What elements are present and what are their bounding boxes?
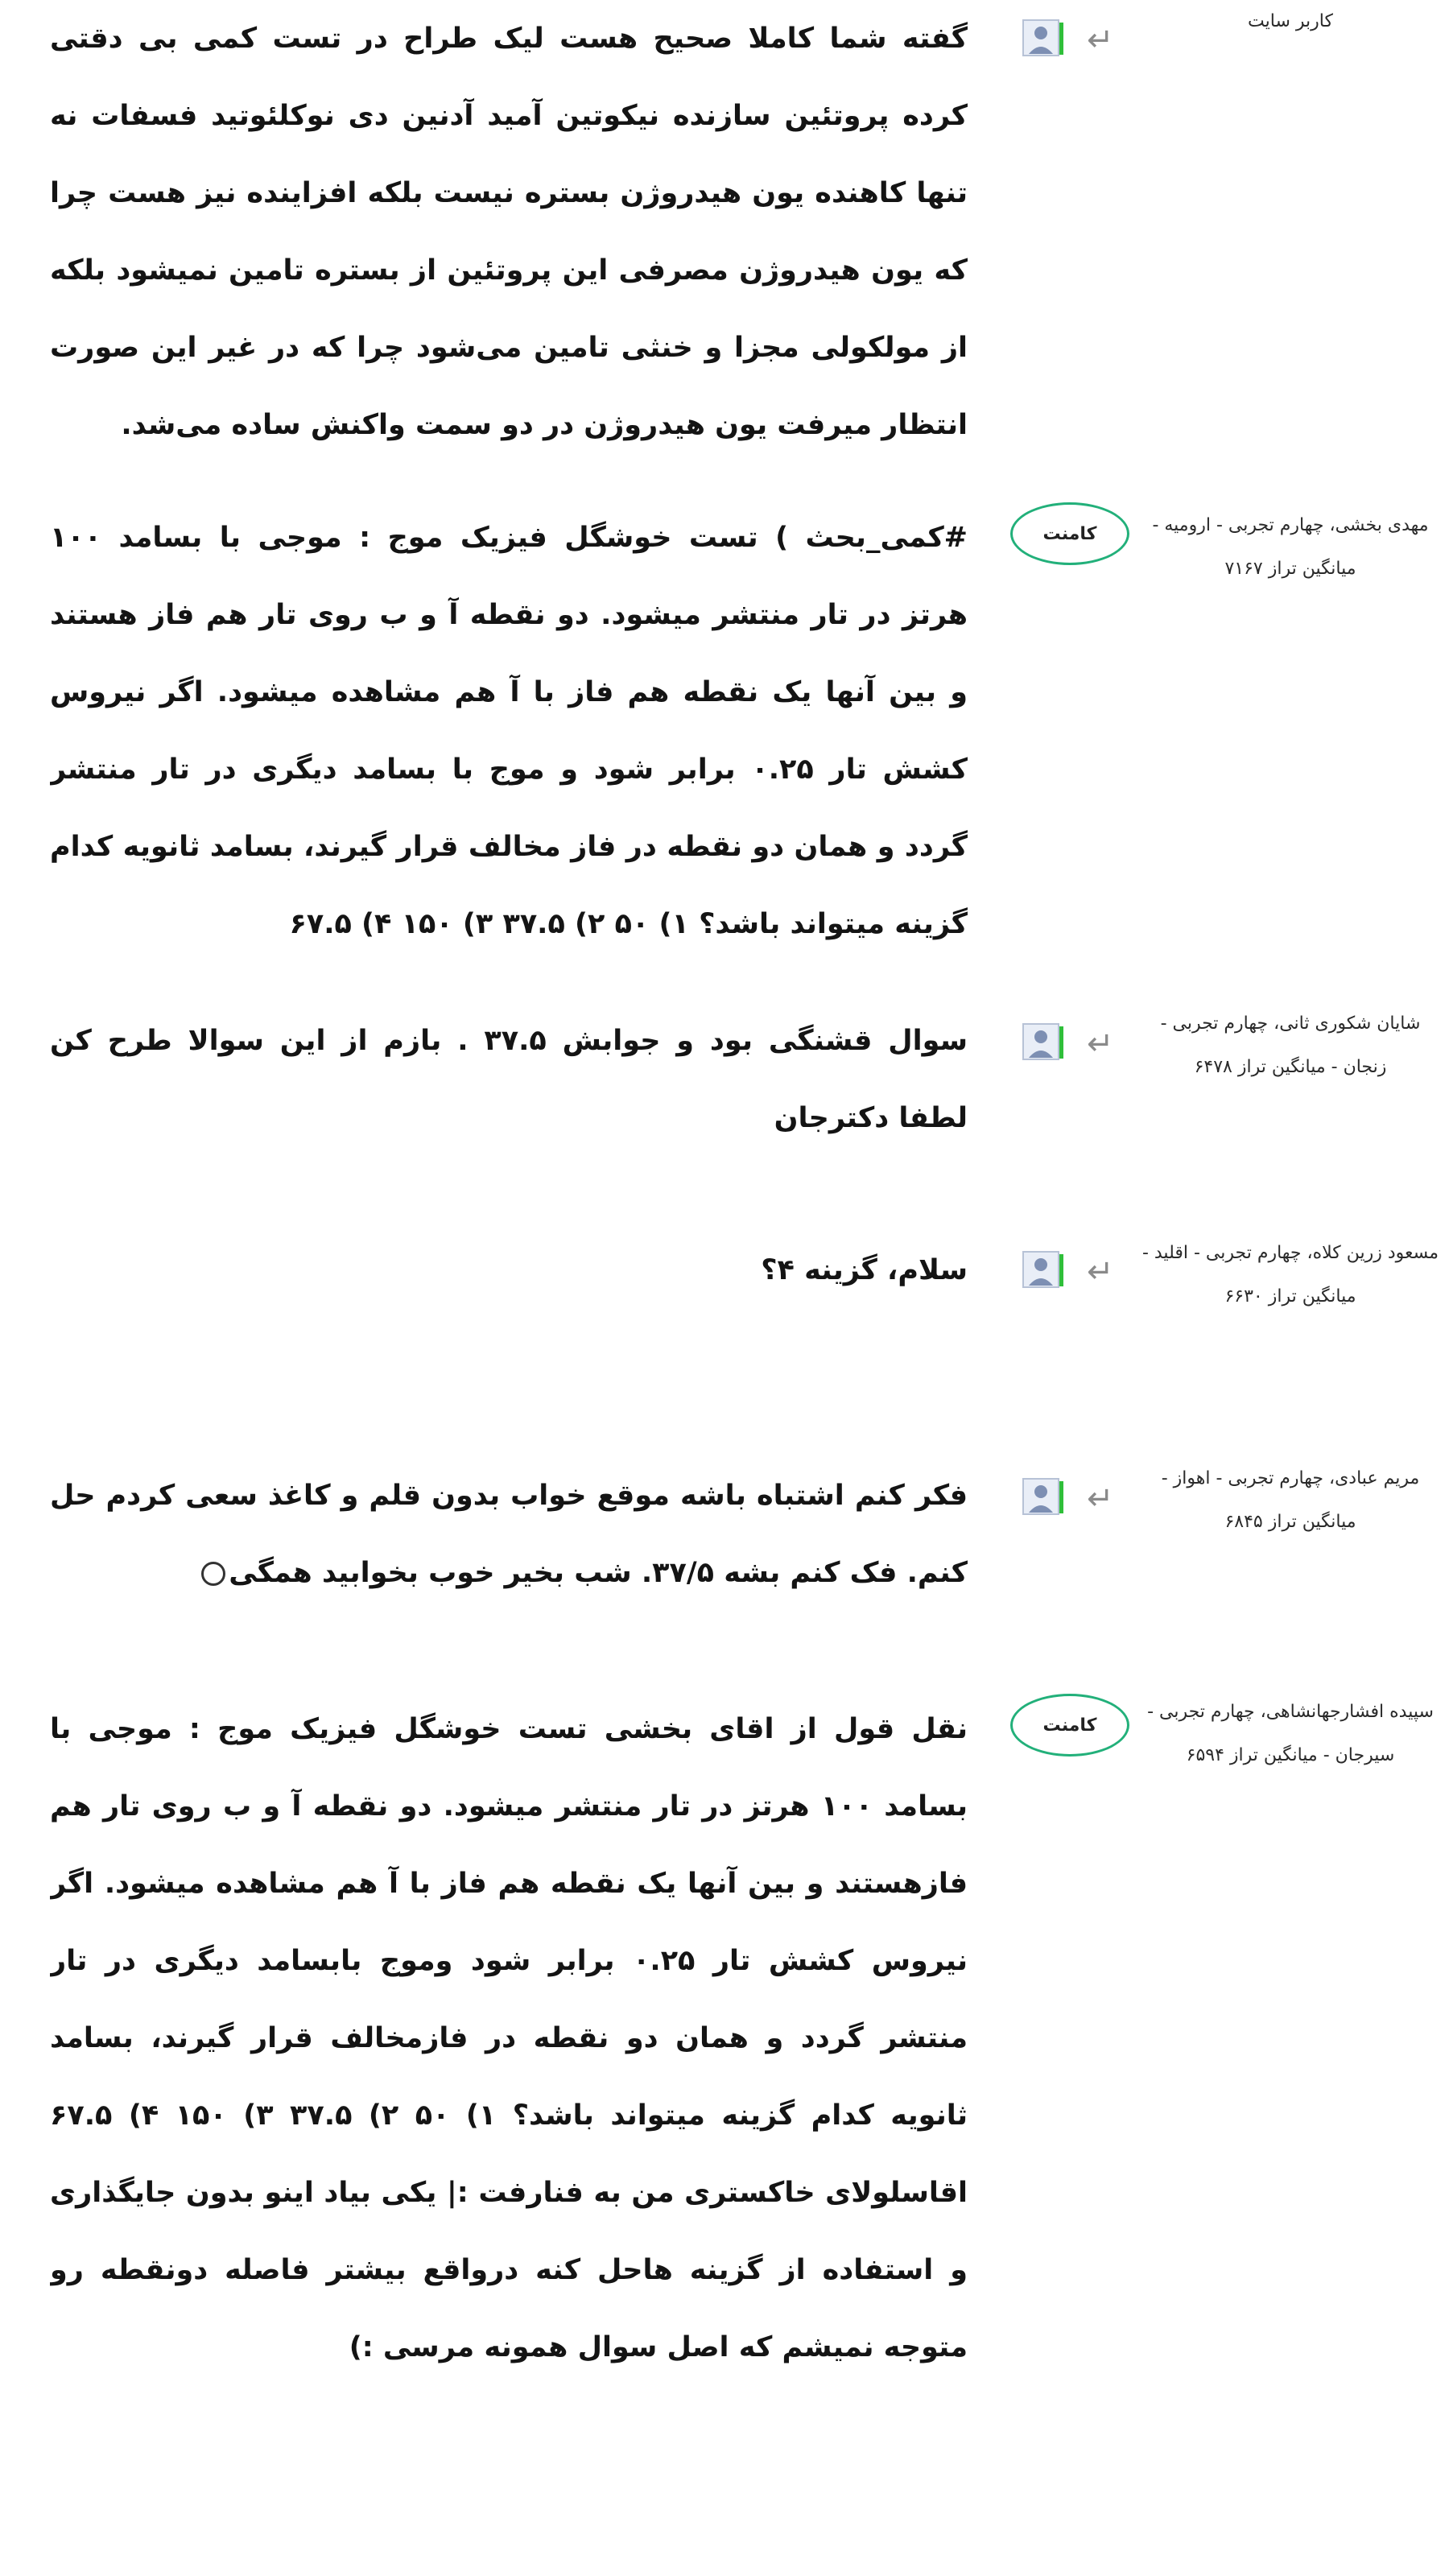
comment-item xyxy=(0,1002,1449,1163)
reply-arrow-icon[interactable]: ↵ xyxy=(1087,1253,1114,1290)
comment-author[interactable]: شایان شکوری ثانی، چهارم تجربی - زنجان - میانگین تراز ۶۴۷۸ xyxy=(1160,1013,1421,1077)
comment-actions xyxy=(1006,6,1135,71)
comment-actions xyxy=(1006,499,1135,564)
comment-actions xyxy=(1006,1690,1135,1755)
sleepy-face-icon xyxy=(201,1562,225,1586)
comment-author[interactable]: مهدی بخشی، چهارم تجربی - ارومیه - میانگین تراز ۷۱۶۷ xyxy=(1152,515,1429,579)
comment-text: نقل قول از اقای بخشی تست خوشگل فیزیک موج : موجی با بسامد ۱۰۰ هرتز در تار منتشر میشود. دو نقطه آ و ب روی تار هم فازهستند و بین آنها یک نقطه هم فاز با آ هم مشاهده میشود. اگر نیروس کشش تار ۰.۲۵ برابر شود وموج بابسامد دیگری در تار منتشر گردد و همان دو نقطه در فازمخالف قرار گیرند، بسامد ثانویه کدام گزینه میتواند باشد؟ ۱) ۵۰ ۲) ۳۷.۵ ۳) ۱۵۰ ۴) ۶۷.۵ اقاسلولای خاکستری من به فنارفت :| یکی بیاد اینو بدون جایگذاری و استفاده از گزینه هاحل کنه درواقع بیشتر فاصله دونقطه رو متوجه نمیشم که اصل سوال همونه مرسی :) xyxy=(50,1713,968,2363)
user-avatar-icon xyxy=(1022,19,1064,58)
user-avatar-icon xyxy=(1022,1478,1064,1517)
comment-button[interactable]: کامنت xyxy=(1010,1694,1129,1757)
comment-button[interactable]: کامنت xyxy=(1010,502,1129,565)
comment-author[interactable]: مریم عبادی، چهارم تجربی - اهواز - میانگین تراز ۶۸۴۵ xyxy=(1161,1468,1420,1532)
user-avatar-icon xyxy=(1022,1023,1064,1062)
comment-text: گفته شما کاملا صحیح هست لیک طراح در تست کمی بی دقتی کرده پروتئین سازنده نیکوتین آمید آدنین دی نوکلئوتید فسفات نه تنها کاهنده یون هیدروژن بستره نیست بلکه افزاینده نیز هست چرا که یون هیدروژن مصرفی این پروتئین از بستره تامین نمیشود بلکه از مولکولی مجزا و خنثی تامین می‌شود چرا که در غیر این صورت انتظار میرفت یون هیدروژن در دو سمت واکنش ساده می‌شد. xyxy=(50,23,968,441)
comment-text: سلام، گزینه ۴؟ xyxy=(761,1254,968,1286)
reply-arrow-icon[interactable]: ↵ xyxy=(1087,22,1114,59)
user-avatar-icon xyxy=(1022,1251,1064,1290)
comment-item xyxy=(0,499,1449,966)
comment-text: #کمی_بحث ) تست خوشگل فیزیک موج : موجی با بسامد ۱۰۰ هرتز در تار منتشر میشود. دو نقطه آ و ب روی تار هم فاز هستند و بین آنها یک نقطه هم فاز با آ هم مشاهده میشود. اگر نیروس کشش تار ۰.۲۵ برابر شود و موج با بسامد دیگری در تار منتشر گردد و همان دو نقطه در فاز مخالف قرار گیرند، بسامد ثانویه کدام گزینه میتواند باشد؟ ۱) ۵۰ ۲) ۳۷.۵ ۳) ۱۵۰ ۴) ۶۷.۵ xyxy=(50,522,968,940)
comment-text: سوال قشنگی بود و جوابش ۳۷.۵ . بازم از این سوالا طرح کن لطفا دکترجان xyxy=(50,1025,968,1134)
comment-actions xyxy=(1006,1010,1135,1075)
comment-actions xyxy=(1006,1238,1135,1302)
comment-actions xyxy=(1006,1465,1135,1530)
reply-arrow-icon[interactable]: ↵ xyxy=(1087,1026,1114,1063)
comment-author[interactable]: سپیده افشارجهانشاهی، چهارم تجربی - سیرجان - میانگین تراز ۶۵۹۴ xyxy=(1147,1702,1434,1765)
comment-item xyxy=(0,1232,1449,1328)
comment-text xyxy=(50,1457,968,1612)
comment-item xyxy=(0,0,1449,451)
comment-text-content: فکر کنم اشتباه باشه موقع خواب بدون قلم و کاغذ سعی کردم حل کنم. فک کنم بشه ۳۷/۵. شب بخیر خوب بخوابید همگی xyxy=(50,1480,968,1589)
reply-arrow-icon[interactable]: ↵ xyxy=(1087,1480,1114,1517)
comment-item xyxy=(0,1690,1449,2431)
comment-item xyxy=(0,1457,1449,1618)
comment-author[interactable]: مسعود زرین کلاه، چهارم تجربی - اقلید - میانگین تراز ۶۶۳۰ xyxy=(1141,1243,1439,1307)
comment-author[interactable]: کاربر سایت xyxy=(1248,11,1333,31)
